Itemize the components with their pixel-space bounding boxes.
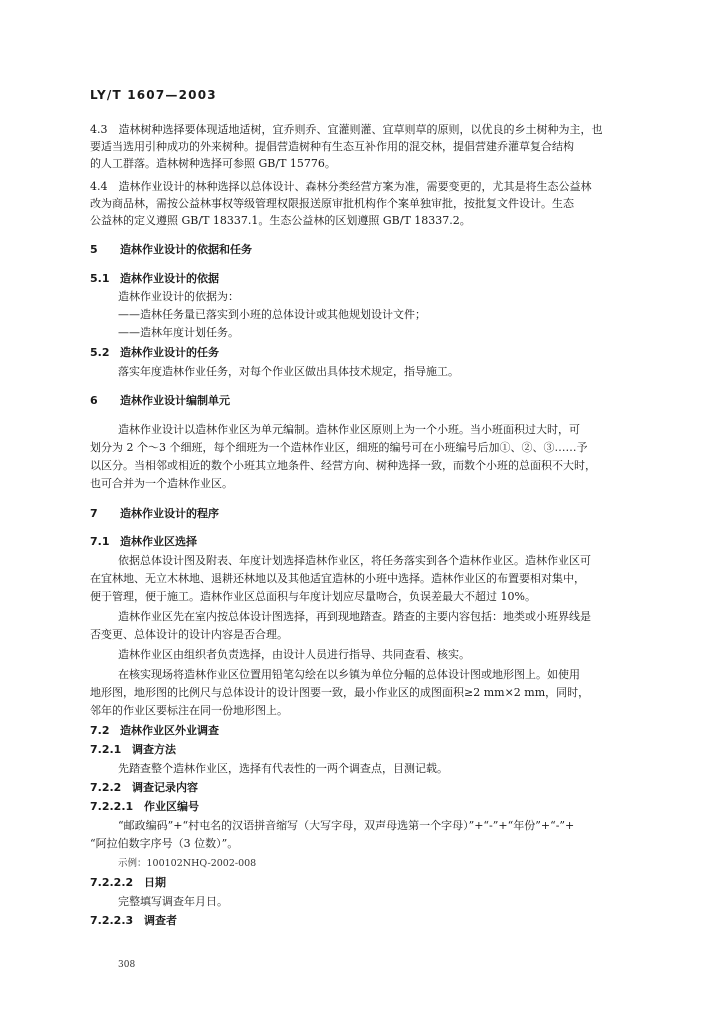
example-code: 示例：100102NHQ-2002-008: [118, 858, 257, 869]
section-7-number: 7: [90, 507, 98, 520]
standard-number: LY/T 1607—2003: [90, 88, 217, 102]
para-4-3-line-2: 要适当选用引种成功的外来树种。提倡营造树种有生态互补作用的混交林，提倡营建乔灌草复合结构: [90, 140, 574, 153]
para-5-1-line-1: 造林作业设计的依据为：: [118, 290, 239, 303]
section-7-1-title: 造林作业区选择: [120, 535, 197, 548]
section-7-2-2-number: 7.2.2: [90, 781, 122, 794]
para-7-2-2-1-line-2: “阿拉伯数字序号（3 位数）”。: [90, 837, 239, 850]
para-4-3-line-3: 的人工群落。造林树种选择可参照 GB/T 15776。: [90, 157, 336, 170]
para-6-line-3: 以区分。当相邻或相近的数个小班其立地条件、经营方向、树种选择一致，而数个小班的总面积不大时，: [90, 459, 596, 472]
section-7-2-2-2-title: 日期: [144, 876, 166, 889]
section-7-2-2-title: 调查记录内容: [132, 781, 198, 794]
section-7-title: 造林作业设计的程序: [120, 507, 219, 520]
section-7-2-2-1-heading: [90, 800, 726, 814]
para-6-line-4: 也可合并为一个造林作业区。: [90, 477, 233, 490]
para-5-1-line-3: ——造林年度计划任务。: [118, 326, 239, 339]
section-7-2-2-1-title: 作业区编号: [144, 800, 199, 813]
section-5-heading: [90, 243, 726, 257]
section-6-title: 造林作业设计编制单元: [120, 394, 230, 407]
section-5-number: 5: [90, 243, 98, 256]
section-7-2-2-heading: [90, 781, 726, 795]
section-7-2-heading: [90, 724, 726, 738]
section-5-2-heading: [90, 346, 726, 360]
section-7-2-2-3-title: 调查者: [144, 914, 177, 927]
section-7-2-number: 7.2: [90, 724, 110, 737]
para-7-1-line-4: 造林作业区先在室内按总体设计图选择，再到现地踏查。踏查的主要内容包括：地类或小班界线是: [118, 610, 591, 623]
section-6-heading: [90, 394, 726, 408]
section-5-1-title: 造林作业设计的依据: [120, 272, 219, 285]
section-7-2-2-3-number: 7.2.2.3: [90, 914, 134, 927]
section-7-2-1-number: 7.2.1: [90, 743, 122, 756]
para-4-3-line-1: 4.3 造林树种选择要体现适地适树，宜乔则乔、宜灌则灌、宜草则草的原则，以优良的乡土树种为主，也: [90, 123, 603, 136]
section-6-number: 6: [90, 394, 98, 407]
para-4-4-line-1: 4.4 造林作业设计的林种选择以总体设计、森林分类经营方案为准，需要变更的，尤其是将生态公益林: [90, 180, 592, 193]
section-7-heading: [90, 507, 726, 521]
section-7-2-2-3-heading: [90, 914, 726, 928]
para-7-2-2-2-line-1: 完整填写调查年月日。: [118, 895, 228, 908]
para-4-4-line-2: 改为商品林，需按公益林事权等级管理权限报送原审批机构作个案单独审批，按批复文件设计。生态: [90, 197, 574, 210]
page-number: 308: [118, 960, 136, 970]
section-7-2-2-1-number: 7.2.2.1: [90, 800, 134, 813]
section-7-2-title: 造林作业区外业调查: [120, 724, 219, 737]
para-4-4-line-3: 公益林的定义遵照 GB/T 18337.1。生态公益林的区划遵照 GB/T 18337.2。: [90, 214, 471, 227]
section-7-2-2-2-number: 7.2.2.2: [90, 876, 134, 889]
section-5-2-number: 5.2: [90, 346, 110, 359]
section-5-1-heading: [90, 272, 726, 286]
section-7-2-2-2-heading: [90, 876, 726, 890]
para-5-1-line-2: ——造林任务量已落实到小班的总体设计或其他规划设计文件；: [118, 308, 426, 321]
section-7-1-heading: [90, 535, 726, 549]
section-7-2-1-heading: [90, 743, 726, 757]
para-6-line-1: 造林作业设计以造林作业区为单元编制。造林作业区原则上为一个小班。当小班面积过大时，可: [118, 423, 580, 436]
para-5-2-line-1: 落实年度造林作业任务，对每个作业区做出具体技术规定，指导施工。: [118, 365, 459, 378]
section-7-1-number: 7.1: [90, 535, 110, 548]
para-7-1-line-3: 便于管理，便于施工。造林作业区总面积与年度计划应尽量吻合，负误差最大不超过 10%。: [90, 590, 536, 603]
section-5-1-number: 5.1: [90, 272, 110, 285]
para-7-2-2-1-line-1: “邮政编码”+“村屯名的汉语拼音缩写（大写字母，双声母选第一个字母）”+“-”+“年份”+“-”+: [118, 819, 575, 832]
para-6-line-2: 划分为 2 个～3 个细班，每个细班为一个造林作业区，细班的编号可在小班编号后加①、②、③……予: [90, 441, 588, 454]
para-7-1-line-6: 造林作业区由组织者负责选择，由设计人员进行指导、共同查看、核实。: [118, 648, 470, 661]
para-7-1-line-8: 地形图，地形图的比例尺与总体设计的设计图要一致，最小作业区的成图面积≥2 mm×2 mm，同时，: [90, 686, 590, 699]
section-5-title: 造林作业设计的依据和任务: [120, 243, 252, 256]
para-7-1-line-9: 邻年的作业区要标注在同一份地形图上。: [90, 704, 288, 717]
para-7-1-line-5: 否变更、总体设计的设计内容是否合理。: [90, 628, 288, 641]
para-7-1-line-1: 依据总体设计图及附表、年度计划选择造林作业区，将任务落实到各个造林作业区。造林作业区可: [118, 554, 591, 567]
section-5-2-title: 造林作业设计的任务: [120, 346, 219, 359]
section-7-2-1-title: 调查方法: [132, 743, 176, 756]
para-7-2-1-line-1: 先踏查整个造林作业区，选择有代表性的一两个调查点，目测记载。: [118, 762, 448, 775]
para-7-1-line-2: 在宜林地、无立木林地、退耕还林地以及其他适宜造林的小班中选择。造林作业区的布置要相对集中，: [90, 572, 585, 585]
para-7-1-line-7: 在核实现场将造林作业区位置用铅笔勾绘在以乡镇为单位分幅的总体设计图或地形图上。如使用: [118, 668, 580, 681]
